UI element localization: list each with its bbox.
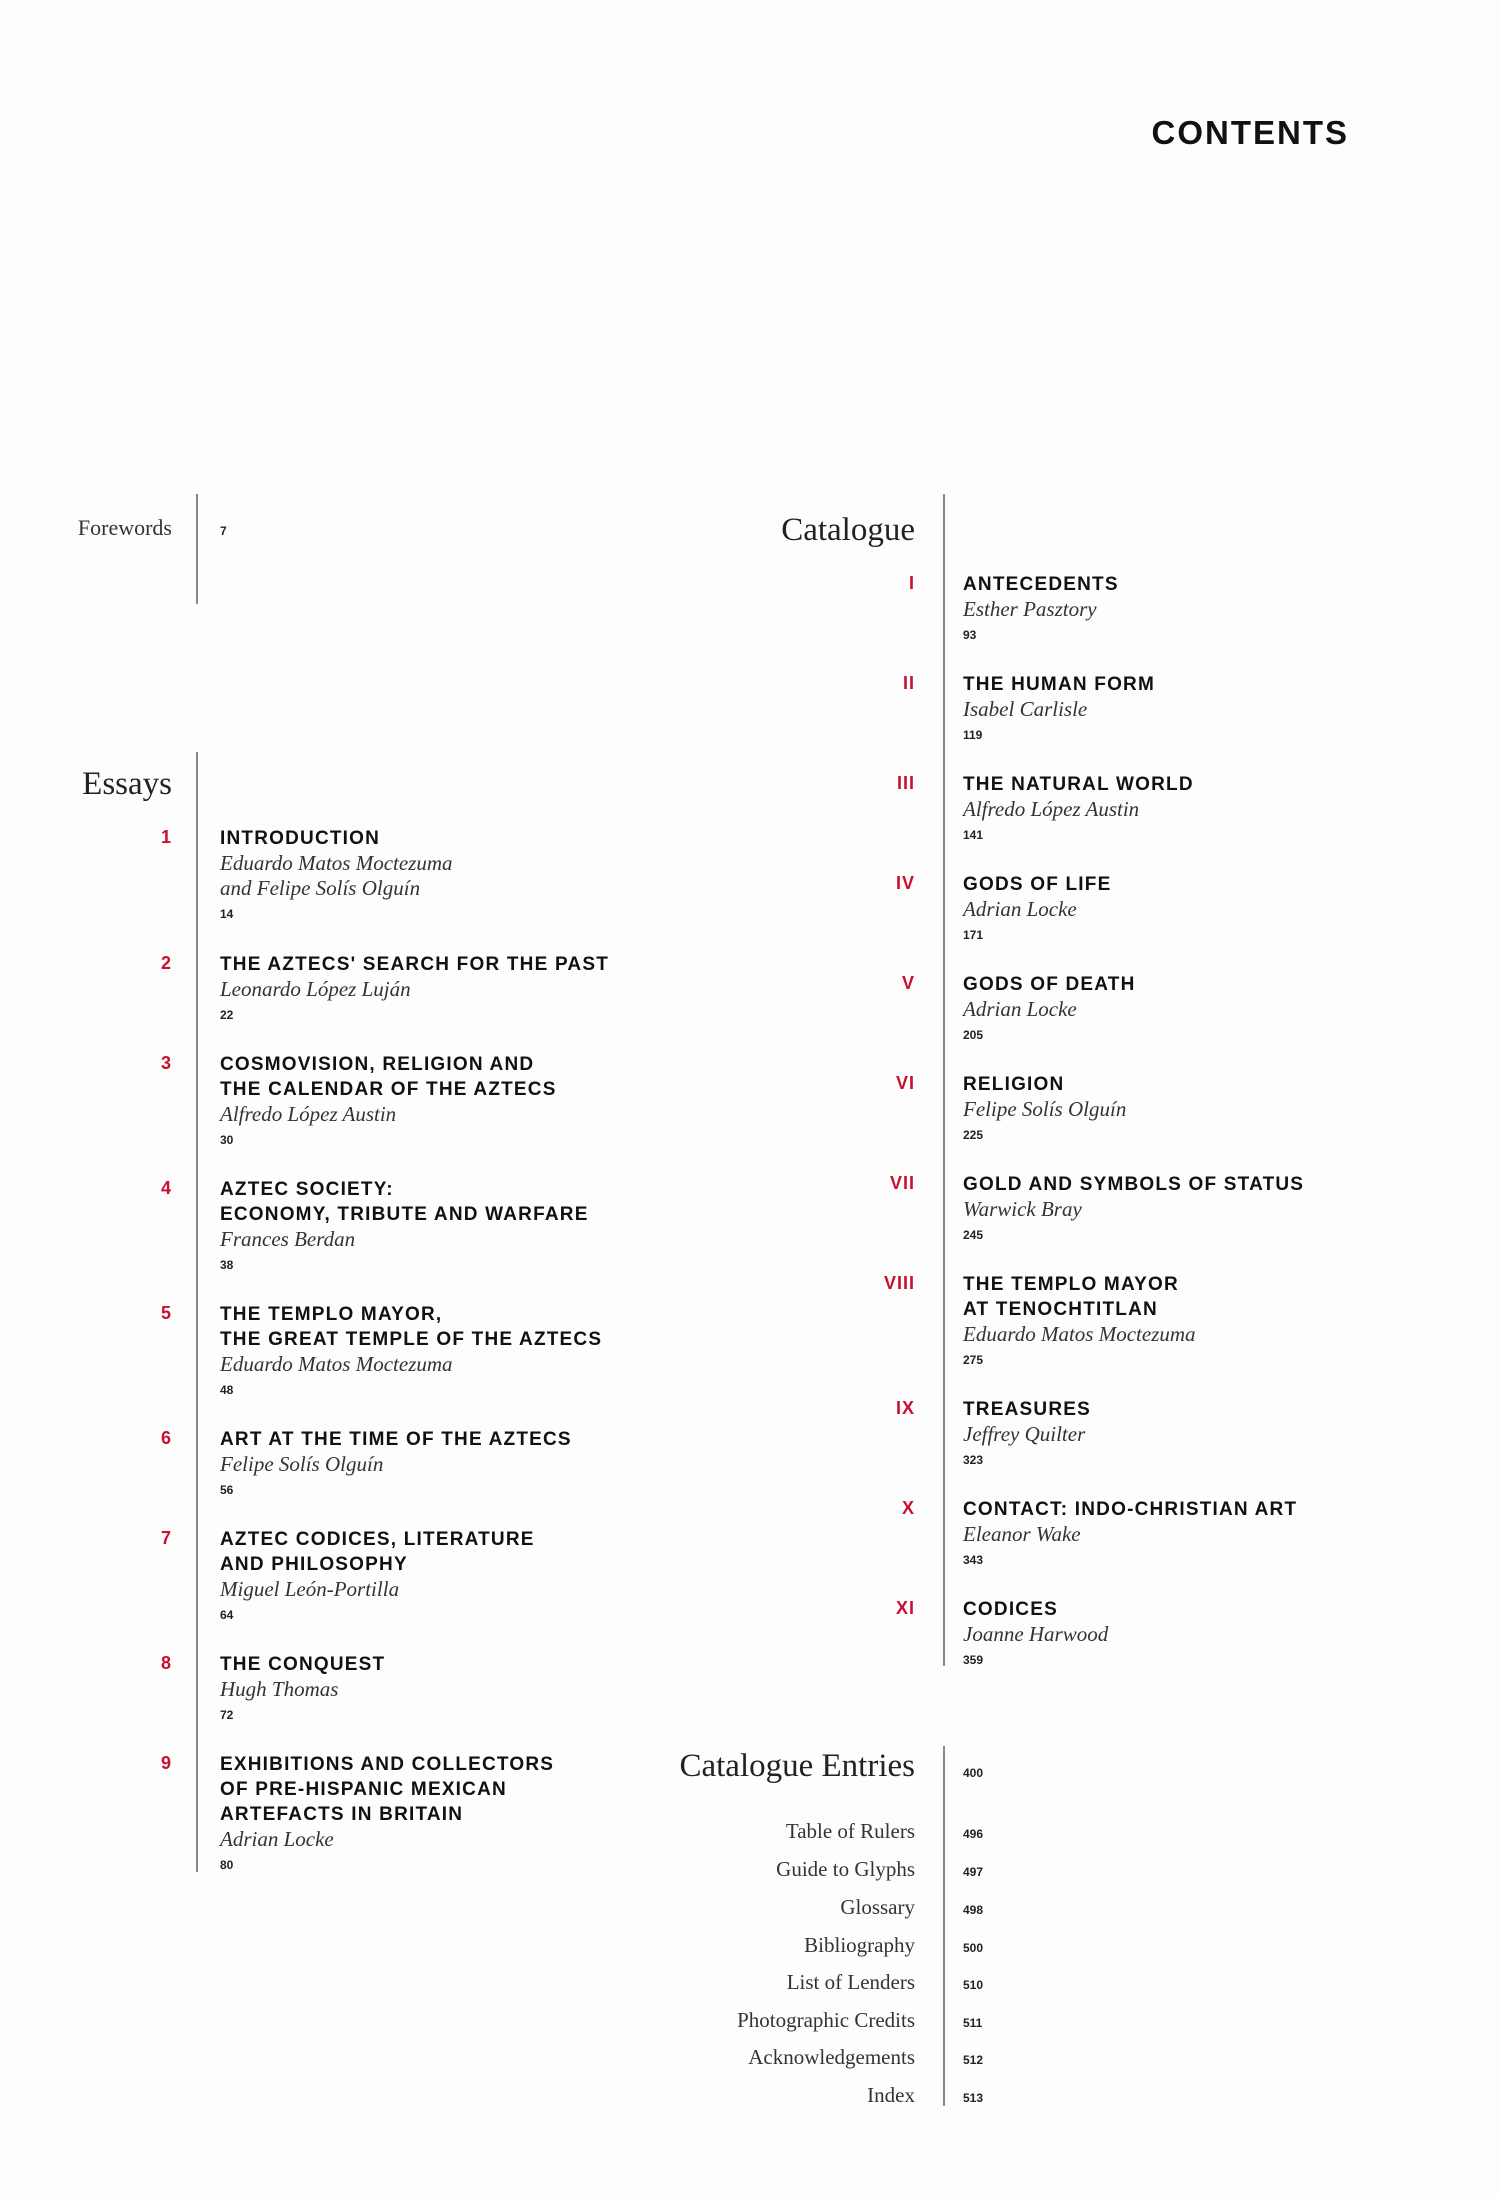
catalogue-entries-page: 400 xyxy=(963,1766,984,1780)
catalogue-page-number: 205 xyxy=(963,1028,984,1042)
essay-page-number: 80 xyxy=(220,1858,234,1872)
essay-title: AZTEC SOCIETY: ECONOMY, TRIBUTE AND WARFARE xyxy=(220,1179,589,1225)
catalogue-entries-label: Catalogue Entries xyxy=(679,1748,915,1784)
catalogue-author: Jeffrey Quilter xyxy=(963,1422,1086,1446)
essay-title: EXHIBITIONS AND COLLECTORS OF PRE-HISPANIC MEXICAN ARTEFACTS IN BRITAIN xyxy=(220,1754,555,1825)
back-matter-page-number: 496 xyxy=(963,1827,984,1841)
catalogue-title: THE HUMAN FORM xyxy=(963,674,1156,695)
catalogue-title: RELIGION xyxy=(963,1074,1065,1095)
back-matter-divider xyxy=(943,1746,945,2106)
catalogue-author: Warwick Bray xyxy=(963,1197,1082,1221)
essays-divider xyxy=(196,752,198,1872)
catalogue-page-number: 359 xyxy=(963,1653,984,1667)
essay-title: ART AT THE TIME OF THE AZTECS xyxy=(220,1429,572,1450)
essay-number: 3 xyxy=(160,1053,172,1073)
catalogue-author: Isabel Carlisle xyxy=(963,697,1088,721)
catalogue-page-number: 245 xyxy=(963,1228,984,1242)
catalogue-title: GODS OF LIFE xyxy=(963,874,1112,895)
essay-item[interactable] xyxy=(220,1652,385,1722)
essay-page-number: 72 xyxy=(220,1708,234,1722)
back-matter-label[interactable]: Photographic Credits xyxy=(737,2008,915,2032)
back-matter-label[interactable]: List of Lenders xyxy=(786,1970,915,1994)
essay-author: Adrian Locke xyxy=(220,1827,334,1851)
essay-page-number: 48 xyxy=(220,1383,234,1397)
essay-author: Eduardo Matos Moctezuma and Felipe Solís Olguín xyxy=(220,851,453,900)
back-matter-page-number: 512 xyxy=(963,2053,984,2067)
forewords-label: Forewords xyxy=(77,515,172,540)
essay-item[interactable] xyxy=(220,1052,557,1147)
catalogue-item[interactable] xyxy=(963,972,1136,1042)
essay-number: 2 xyxy=(160,953,172,973)
catalogue-item[interactable] xyxy=(963,1597,1108,1667)
catalogue-title: ANTECEDENTS xyxy=(963,574,1119,595)
catalogue-number: VI xyxy=(895,1073,915,1093)
essay-page-number: 30 xyxy=(220,1133,234,1147)
essay-number: 9 xyxy=(160,1753,172,1773)
catalogue-author: Esther Pasztory xyxy=(963,597,1097,621)
essay-author: Leonardo López Luján xyxy=(220,977,411,1001)
essay-number: 7 xyxy=(160,1528,172,1548)
back-matter-page-number: 513 xyxy=(963,2091,984,2105)
catalogue-page-number: 323 xyxy=(963,1453,984,1467)
catalogue-page-number: 275 xyxy=(963,1353,984,1367)
catalogue-number: IX xyxy=(895,1398,915,1418)
catalogue-author: Eleanor Wake xyxy=(963,1522,1081,1546)
essay-author: Eduardo Matos Moctezuma xyxy=(220,1352,453,1376)
catalogue-author: Adrian Locke xyxy=(963,997,1077,1021)
catalogue-number: XI xyxy=(895,1598,915,1618)
catalogue-author: Adrian Locke xyxy=(963,897,1077,921)
back-matter-page-number: 511 xyxy=(963,2016,983,2030)
catalogue-item[interactable] xyxy=(963,1172,1304,1242)
catalogue-author: Eduardo Matos Moctezuma xyxy=(963,1322,1196,1346)
catalogue-item[interactable] xyxy=(963,772,1194,842)
essay-page-number: 14 xyxy=(220,907,234,921)
catalogue-item[interactable] xyxy=(963,672,1155,742)
essay-title: THE AZTECS' SEARCH FOR THE PAST xyxy=(220,954,610,975)
back-matter-label[interactable]: Guide to Glyphs xyxy=(776,1857,915,1881)
catalogue-item[interactable] xyxy=(963,872,1111,942)
back-matter-page-number: 500 xyxy=(963,1941,984,1955)
catalogue-page-number: 225 xyxy=(963,1128,984,1142)
back-matter-label[interactable]: Glossary xyxy=(840,1895,915,1919)
catalogue-title: CODICES xyxy=(963,1599,1058,1620)
catalogue-author: Felipe Solís Olguín xyxy=(963,1097,1127,1121)
catalogue-item[interactable] xyxy=(963,1397,1091,1467)
essay-number: 4 xyxy=(160,1178,172,1198)
catalogue-title: GOLD AND SYMBOLS OF STATUS xyxy=(963,1174,1305,1195)
essay-page-number: 22 xyxy=(220,1008,234,1022)
essay-title: AZTEC CODICES, LITERATURE AND PHILOSOPHY xyxy=(220,1529,535,1575)
page-title: CONTENTS xyxy=(1151,114,1349,151)
essay-number: 6 xyxy=(160,1428,172,1448)
catalogue-label: Catalogue xyxy=(781,512,915,548)
back-matter-page-number: 498 xyxy=(963,1903,984,1917)
essay-item[interactable] xyxy=(220,952,609,1022)
catalogue-divider xyxy=(943,494,945,1666)
essay-author: Frances Berdan xyxy=(220,1227,356,1251)
back-matter-label[interactable]: Acknowledgements xyxy=(748,2045,915,2069)
back-matter-page-number: 497 xyxy=(963,1865,984,1879)
essay-author: Alfredo López Austin xyxy=(220,1102,397,1126)
forewords-page: 7 xyxy=(220,524,227,538)
essay-item[interactable] xyxy=(220,826,453,921)
catalogue-number: V xyxy=(901,973,915,993)
catalogue-author: Joanne Harwood xyxy=(963,1622,1109,1646)
essay-number: 1 xyxy=(160,827,172,847)
catalogue-item[interactable] xyxy=(963,1072,1126,1142)
essay-item[interactable] xyxy=(220,1527,535,1622)
catalogue-title: GODS OF DEATH xyxy=(963,974,1136,995)
catalogue-number: X xyxy=(901,1498,915,1518)
catalogue-title: TREASURES xyxy=(963,1399,1091,1420)
back-matter-label[interactable]: Bibliography xyxy=(804,1933,915,1957)
essays-label: Essays xyxy=(82,766,172,802)
catalogue-item[interactable] xyxy=(963,572,1119,642)
essay-item[interactable] xyxy=(220,1177,589,1272)
essay-item[interactable] xyxy=(220,1427,572,1497)
catalogue-author: Alfredo López Austin xyxy=(963,797,1140,821)
catalogue-item[interactable] xyxy=(963,1497,1297,1567)
forewords-divider xyxy=(196,494,198,604)
essay-page-number: 56 xyxy=(220,1483,234,1497)
catalogue-page-number: 171 xyxy=(963,928,984,942)
catalogue-number: I xyxy=(908,573,915,593)
catalogue-number: III xyxy=(896,773,915,793)
catalogue-number: II xyxy=(902,673,915,693)
catalogue-page-number: 93 xyxy=(963,628,977,642)
catalogue-number: IV xyxy=(895,873,915,893)
catalogue-page-number: 343 xyxy=(963,1553,984,1567)
essay-author: Felipe Solís Olguín xyxy=(220,1452,384,1476)
catalogue-page-number: 141 xyxy=(963,828,984,842)
essay-page-number: 38 xyxy=(220,1258,234,1272)
essay-title: THE TEMPLO MAYOR, THE GREAT TEMPLE OF THE AZTECS xyxy=(220,1304,603,1350)
back-matter-label[interactable]: Index xyxy=(867,2083,915,2107)
catalogue-number: VII xyxy=(889,1173,915,1193)
essay-number: 5 xyxy=(160,1303,172,1323)
catalogue-item[interactable] xyxy=(963,1272,1196,1367)
essay-number: 8 xyxy=(160,1653,172,1673)
essay-page-number: 64 xyxy=(220,1608,234,1622)
catalogue-title: CONTACT: INDO-CHRISTIAN ART xyxy=(963,1499,1298,1520)
back-matter-page-number: 510 xyxy=(963,1978,984,1992)
essay-item[interactable] xyxy=(220,1302,602,1397)
essay-title: THE CONQUEST xyxy=(220,1654,386,1675)
catalogue-page-number: 119 xyxy=(963,728,983,742)
catalogue-title: THE TEMPLO MAYOR AT TENOCHTITLAN xyxy=(963,1274,1179,1320)
essay-item[interactable] xyxy=(220,1752,554,1872)
catalogue-number: VIII xyxy=(883,1273,915,1293)
essay-author: Hugh Thomas xyxy=(220,1677,339,1701)
essay-author: Miguel León-Portilla xyxy=(220,1577,400,1601)
back-matter-label[interactable]: Table of Rulers xyxy=(785,1819,915,1843)
essay-title: INTRODUCTION xyxy=(220,828,381,849)
essay-title: COSMOVISION, RELIGION AND THE CALENDAR OF THE AZTECS xyxy=(220,1054,557,1100)
catalogue-title: THE NATURAL WORLD xyxy=(963,774,1194,795)
